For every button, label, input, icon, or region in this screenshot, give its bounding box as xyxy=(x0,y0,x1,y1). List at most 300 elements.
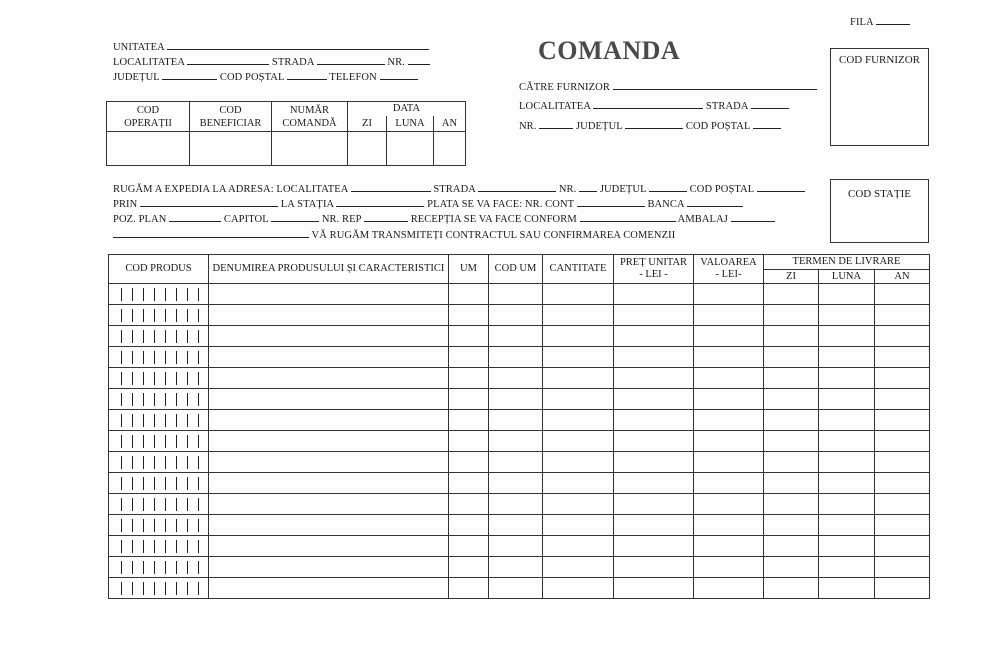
expedia-localitatea-line[interactable] xyxy=(351,182,431,192)
digit-tick xyxy=(187,582,188,595)
termen-an-cell[interactable] xyxy=(875,452,930,473)
denumirea-cell[interactable] xyxy=(209,452,449,473)
um-cell[interactable] xyxy=(449,284,489,305)
nr-input-line[interactable] xyxy=(408,55,430,65)
valoarea-header xyxy=(694,255,764,284)
cod-produs-cell[interactable] xyxy=(109,305,209,326)
termen-zi-cell[interactable] xyxy=(764,494,819,515)
prin-line[interactable] xyxy=(140,197,278,207)
termen-luna-cell[interactable] xyxy=(819,284,875,305)
digit-tick xyxy=(154,372,155,385)
cod-um-cell[interactable] xyxy=(489,536,543,557)
um-header: UM xyxy=(449,255,489,284)
cod-um-cell[interactable] xyxy=(489,305,543,326)
termen-an-cell[interactable] xyxy=(875,410,930,431)
digit-tick xyxy=(143,351,144,364)
table-row xyxy=(109,557,930,578)
valoarea-cell[interactable] xyxy=(694,326,764,347)
denumirea-cell[interactable] xyxy=(209,473,449,494)
digit-tick xyxy=(143,372,144,385)
cod-um-cell[interactable] xyxy=(489,494,543,515)
unitatea-input-line[interactable] xyxy=(167,40,429,50)
digit-tick xyxy=(165,330,166,343)
table-row xyxy=(109,578,930,599)
catre-furnizor-input-line[interactable] xyxy=(613,80,817,90)
valoarea-cell[interactable] xyxy=(694,431,764,452)
denumirea-cell[interactable] xyxy=(209,410,449,431)
pret-unitar-cell[interactable] xyxy=(614,347,694,368)
expedia-cod-postal-line[interactable] xyxy=(757,182,805,192)
termen-luna-header: LUNA xyxy=(819,270,875,284)
termen-luna-cell[interactable] xyxy=(819,326,875,347)
digit-tick xyxy=(198,393,199,406)
digit-tick xyxy=(154,309,155,322)
cod-produs-cell[interactable] xyxy=(109,431,209,452)
denumirea-cell[interactable] xyxy=(209,305,449,326)
denumirea-cell[interactable] xyxy=(209,515,449,536)
termen-zi-cell[interactable] xyxy=(764,284,819,305)
la-statia-label: LA STAȚIA xyxy=(280,199,334,210)
termen-an-cell[interactable] xyxy=(875,368,930,389)
valoarea-cell[interactable] xyxy=(694,557,764,578)
pret-unitar-cell[interactable] xyxy=(614,305,694,326)
termen-zi-cell[interactable] xyxy=(764,410,819,431)
um-cell[interactable] xyxy=(449,431,489,452)
cod-produs-cell[interactable] xyxy=(109,536,209,557)
um-cell[interactable] xyxy=(449,368,489,389)
cod-operatii-cell[interactable] xyxy=(107,132,190,166)
valoarea-cell[interactable] xyxy=(694,410,764,431)
data-an-cell[interactable] xyxy=(434,132,466,166)
termen-zi-cell[interactable] xyxy=(764,557,819,578)
localitatea-input-line[interactable] xyxy=(187,55,269,65)
digit-tick xyxy=(176,435,177,448)
termen-an-cell[interactable] xyxy=(875,347,930,368)
numar-comanda-header xyxy=(272,102,348,132)
termen-an-cell[interactable] xyxy=(875,284,930,305)
termen-luna-cell[interactable] xyxy=(819,536,875,557)
receptia-label: RECEPȚIA SE VA FACE CONFORM xyxy=(410,214,577,225)
transmiteti-row xyxy=(113,228,675,241)
termen-livrare-header: TERMEN DE LIVRARE xyxy=(764,255,930,270)
cod-um-cell[interactable] xyxy=(489,410,543,431)
expedia-cod-postal-label: COD POȘTAL xyxy=(689,184,754,195)
cantitate-cell[interactable] xyxy=(543,557,614,578)
cod-produs-cell[interactable] xyxy=(109,284,209,305)
valoarea-cell[interactable] xyxy=(694,347,764,368)
pret-unitar-cell[interactable] xyxy=(614,389,694,410)
digit-tick xyxy=(132,330,133,343)
pret-unitar-cell[interactable] xyxy=(614,326,694,347)
termen-zi-cell[interactable] xyxy=(764,305,819,326)
cod-um-cell[interactable] xyxy=(489,368,543,389)
pret-unitar-cell[interactable] xyxy=(614,410,694,431)
digit-tick xyxy=(176,498,177,511)
um-cell[interactable] xyxy=(449,389,489,410)
cantitate-cell[interactable] xyxy=(543,389,614,410)
digit-tick xyxy=(176,540,177,553)
digit-tick xyxy=(198,309,199,322)
digit-tick xyxy=(143,288,144,301)
prin-label: PRIN xyxy=(113,199,138,210)
um-cell[interactable] xyxy=(449,410,489,431)
expedia-nr-line[interactable] xyxy=(579,182,597,192)
digit-tick xyxy=(143,309,144,322)
digit-separators xyxy=(109,392,208,407)
digit-tick xyxy=(176,477,177,490)
digit-tick xyxy=(154,540,155,553)
expedia-label: RUGĂM A EXPEDIA LA ADRESA: LOCALITATEA xyxy=(113,184,348,195)
termen-luna-cell[interactable] xyxy=(819,305,875,326)
termen-luna-cell[interactable] xyxy=(819,389,875,410)
valoarea-cell[interactable] xyxy=(694,389,764,410)
termen-zi-cell[interactable] xyxy=(764,326,819,347)
termen-luna-cell[interactable] xyxy=(819,452,875,473)
digit-separators xyxy=(109,287,208,302)
digit-tick xyxy=(154,519,155,532)
cod-um-cell[interactable] xyxy=(489,347,543,368)
denumirea-cell[interactable] xyxy=(209,494,449,515)
banca-label: BANCA xyxy=(647,199,685,210)
digit-tick xyxy=(187,498,188,511)
capitol-line[interactable] xyxy=(271,212,319,222)
termen-zi-cell[interactable] xyxy=(764,473,819,494)
digit-tick xyxy=(143,414,144,427)
digit-tick xyxy=(198,498,199,511)
pret-unitar-cell[interactable] xyxy=(614,515,694,536)
digit-tick xyxy=(165,393,166,406)
nr-label: NR. xyxy=(387,57,405,68)
digit-separators xyxy=(109,476,208,491)
digit-tick xyxy=(165,498,166,511)
termen-an-cell[interactable] xyxy=(875,557,930,578)
um-cell[interactable] xyxy=(449,515,489,536)
supplier-judetul-label: JUDEȚUL xyxy=(575,121,623,132)
expedia-judetul-line[interactable] xyxy=(649,182,687,192)
termen-an-cell[interactable] xyxy=(875,536,930,557)
digit-tick xyxy=(121,561,122,574)
cantitate-cell[interactable] xyxy=(543,431,614,452)
digit-tick xyxy=(154,435,155,448)
cod-um-cell[interactable] xyxy=(489,452,543,473)
digit-tick xyxy=(132,351,133,364)
cod-produs-cell[interactable] xyxy=(109,368,209,389)
digit-tick xyxy=(187,456,188,469)
termen-an-cell[interactable] xyxy=(875,326,930,347)
pret-unitar-cell[interactable] xyxy=(614,431,694,452)
valoarea-cell[interactable] xyxy=(694,515,764,536)
digit-tick xyxy=(176,393,177,406)
termen-zi-cell[interactable] xyxy=(764,578,819,599)
plata-label: PLATA SE VA FACE: NR. CONT xyxy=(427,199,574,210)
digit-separators xyxy=(109,539,208,554)
cantitate-cell[interactable] xyxy=(543,578,614,599)
um-cell[interactable] xyxy=(449,494,489,515)
um-cell[interactable] xyxy=(449,326,489,347)
digit-tick xyxy=(121,288,122,301)
um-cell[interactable] xyxy=(449,452,489,473)
transmiteti-line[interactable] xyxy=(113,228,309,238)
cod-postal-input-line[interactable] xyxy=(287,70,327,80)
cod-um-cell[interactable] xyxy=(489,557,543,578)
fila-input-line[interactable] xyxy=(876,15,910,25)
termen-an-cell[interactable] xyxy=(875,515,930,536)
supplier-judetul-input-line[interactable] xyxy=(625,119,683,129)
digit-tick xyxy=(132,393,133,406)
digit-tick xyxy=(154,456,155,469)
termen-luna-cell[interactable] xyxy=(819,557,875,578)
digit-tick xyxy=(187,351,188,364)
cod-statie-box[interactable] xyxy=(830,179,929,243)
um-cell[interactable] xyxy=(449,578,489,599)
termen-luna-cell[interactable] xyxy=(819,578,875,599)
termen-zi-cell[interactable] xyxy=(764,452,819,473)
cod-um-cell[interactable] xyxy=(489,326,543,347)
cod-produs-cell[interactable] xyxy=(109,557,209,578)
digit-tick xyxy=(176,288,177,301)
cantitate-cell[interactable] xyxy=(543,347,614,368)
um-cell[interactable] xyxy=(449,557,489,578)
transmiteti-label: VĂ RUGĂM TRANSMITEȚI CONTRACTUL SAU CONFIRMAREA COMENZII xyxy=(311,230,676,241)
digit-tick xyxy=(143,540,144,553)
cod-furnizor-box[interactable] xyxy=(830,48,929,146)
termen-zi-cell[interactable] xyxy=(764,389,819,410)
termen-zi-cell[interactable] xyxy=(764,515,819,536)
digit-tick xyxy=(165,435,166,448)
valoarea-cell[interactable] xyxy=(694,305,764,326)
supplier-localitatea-row xyxy=(519,99,789,112)
data-luna-cell[interactable] xyxy=(387,132,434,166)
digit-tick xyxy=(121,435,122,448)
supplier-localitatea-input-line[interactable] xyxy=(593,99,703,109)
um-cell[interactable] xyxy=(449,536,489,557)
termen-luna-cell[interactable] xyxy=(819,515,875,536)
digit-tick xyxy=(121,477,122,490)
cantitate-cell[interactable] xyxy=(543,410,614,431)
cod-produs-cell[interactable] xyxy=(109,389,209,410)
digit-separators xyxy=(109,371,208,386)
ambalaj-line[interactable] xyxy=(731,212,775,222)
termen-zi-cell[interactable] xyxy=(764,431,819,452)
digit-tick xyxy=(198,561,199,574)
um-cell[interactable] xyxy=(449,305,489,326)
pret-unitar-cell[interactable] xyxy=(614,368,694,389)
pret-unitar-cell[interactable] xyxy=(614,494,694,515)
digit-tick xyxy=(121,582,122,595)
pret-unitar-cell[interactable] xyxy=(614,452,694,473)
denumirea-cell[interactable] xyxy=(209,347,449,368)
termen-luna-cell[interactable] xyxy=(819,494,875,515)
cod-produs-cell[interactable] xyxy=(109,515,209,536)
valoarea-cell[interactable] xyxy=(694,578,764,599)
termen-luna-cell[interactable] xyxy=(819,473,875,494)
cantitate-cell[interactable] xyxy=(543,494,614,515)
supplier-nr-row xyxy=(519,119,781,132)
digit-tick xyxy=(132,498,133,511)
termen-luna-cell[interactable] xyxy=(819,431,875,452)
cod-um-cell[interactable] xyxy=(489,473,543,494)
digit-tick xyxy=(132,561,133,574)
cod-produs-cell[interactable] xyxy=(109,452,209,473)
numar-comanda-line1: NUMĂR xyxy=(289,104,330,116)
cantitate-cell[interactable] xyxy=(543,284,614,305)
supplier-nr-input-line[interactable] xyxy=(539,119,573,129)
table-row xyxy=(109,347,930,368)
strada-input-line[interactable] xyxy=(317,55,385,65)
digit-tick xyxy=(198,372,199,385)
digit-tick xyxy=(154,414,155,427)
expedia-strada-label: STRADA xyxy=(433,184,476,195)
cantitate-cell[interactable] xyxy=(543,326,614,347)
cod-um-cell[interactable] xyxy=(489,515,543,536)
digit-tick xyxy=(132,477,133,490)
digit-tick xyxy=(198,582,199,595)
digit-tick xyxy=(143,477,144,490)
pret-unitar-header xyxy=(614,255,694,284)
termen-an-cell[interactable] xyxy=(875,389,930,410)
digit-tick xyxy=(187,330,188,343)
data-zi-cell[interactable] xyxy=(348,132,387,166)
digit-tick xyxy=(132,582,133,595)
termen-an-cell[interactable] xyxy=(875,494,930,515)
um-cell[interactable] xyxy=(449,473,489,494)
termen-an-header: AN xyxy=(875,270,930,284)
nr-rep-line[interactable] xyxy=(364,212,408,222)
digit-tick xyxy=(121,372,122,385)
termen-luna-cell[interactable] xyxy=(819,347,875,368)
expedia-row xyxy=(113,182,805,195)
digit-tick xyxy=(187,435,188,448)
cod-produs-cell[interactable] xyxy=(109,494,209,515)
cod-produs-cell[interactable] xyxy=(109,578,209,599)
digit-separators xyxy=(109,455,208,470)
cantitate-cell[interactable] xyxy=(543,515,614,536)
denumirea-cell[interactable] xyxy=(209,368,449,389)
cod-produs-cell[interactable] xyxy=(109,326,209,347)
cantitate-cell[interactable] xyxy=(543,536,614,557)
termen-zi-cell[interactable] xyxy=(764,536,819,557)
pret-unitar-cell[interactable] xyxy=(614,284,694,305)
cantitate-cell[interactable] xyxy=(543,305,614,326)
digit-tick xyxy=(143,561,144,574)
termen-an-cell[interactable] xyxy=(875,473,930,494)
denumirea-cell[interactable] xyxy=(209,389,449,410)
valoarea-cell[interactable] xyxy=(694,536,764,557)
digit-tick xyxy=(165,309,166,322)
expedia-strada-line[interactable] xyxy=(478,182,556,192)
pret-unitar-cell[interactable] xyxy=(614,557,694,578)
cod-um-cell[interactable] xyxy=(489,389,543,410)
denumirea-cell[interactable] xyxy=(209,326,449,347)
termen-zi-cell[interactable] xyxy=(764,347,819,368)
cod-postal-label: COD POȘTAL xyxy=(219,72,285,83)
denumirea-cell[interactable] xyxy=(209,536,449,557)
banca-line[interactable] xyxy=(687,197,743,207)
digit-tick xyxy=(121,309,122,322)
cod-operatii-line2: OPERAȚII xyxy=(124,117,172,129)
termen-an-cell[interactable] xyxy=(875,305,930,326)
termen-zi-cell[interactable] xyxy=(764,368,819,389)
fila-field xyxy=(850,15,910,28)
data-header: DATA xyxy=(348,102,466,116)
supplier-cod-postal-input-line[interactable] xyxy=(753,119,781,129)
valoarea-lei-label: - LEI- xyxy=(715,269,742,280)
digit-tick xyxy=(143,582,144,595)
cod-um-cell[interactable] xyxy=(489,284,543,305)
la-statia-line[interactable] xyxy=(336,197,424,207)
denumirea-cell[interactable] xyxy=(209,557,449,578)
digit-tick xyxy=(121,456,122,469)
digit-tick xyxy=(187,477,188,490)
valoarea-cell[interactable] xyxy=(694,368,764,389)
digit-tick xyxy=(187,309,188,322)
valoarea-cell[interactable] xyxy=(694,284,764,305)
cod-beneficiar-line2: BENEFICIAR xyxy=(199,117,262,129)
digit-tick xyxy=(198,414,199,427)
termen-an-cell[interactable] xyxy=(875,431,930,452)
um-cell[interactable] xyxy=(449,347,489,368)
cantitate-cell[interactable] xyxy=(543,452,614,473)
digit-tick xyxy=(154,288,155,301)
plata-cont-line[interactable] xyxy=(577,197,645,207)
digit-tick xyxy=(132,456,133,469)
pret-unitar-cell[interactable] xyxy=(614,473,694,494)
cantitate-cell[interactable] xyxy=(543,473,614,494)
digit-separators xyxy=(109,413,208,428)
fila-label: FILA xyxy=(850,17,874,28)
termen-luna-cell[interactable] xyxy=(819,410,875,431)
capitol-label: CAPITOL xyxy=(223,214,269,225)
judetul-input-line[interactable] xyxy=(162,70,217,80)
cod-um-cell[interactable] xyxy=(489,578,543,599)
cod-um-cell[interactable] xyxy=(489,431,543,452)
cantitate-cell[interactable] xyxy=(543,368,614,389)
digit-tick xyxy=(121,393,122,406)
cod-produs-cell[interactable] xyxy=(109,473,209,494)
digit-tick xyxy=(198,540,199,553)
digit-tick xyxy=(187,393,188,406)
denumirea-cell[interactable] xyxy=(209,431,449,452)
telefon-input-line[interactable] xyxy=(380,70,418,80)
numar-comanda-cell[interactable] xyxy=(272,132,348,166)
strada-label: STRADA xyxy=(271,57,314,68)
digit-tick xyxy=(176,414,177,427)
cod-beneficiar-header xyxy=(190,102,272,132)
valoarea-cell[interactable] xyxy=(694,473,764,494)
receptia-line[interactable] xyxy=(580,212,676,222)
cod-produs-cell[interactable] xyxy=(109,347,209,368)
termen-luna-cell[interactable] xyxy=(819,368,875,389)
digit-tick xyxy=(187,519,188,532)
pret-unitar-cell[interactable] xyxy=(614,536,694,557)
judetul-label: JUDEȚUL xyxy=(113,72,160,83)
termen-an-cell[interactable] xyxy=(875,578,930,599)
digit-tick xyxy=(198,477,199,490)
supplier-strada-input-line[interactable] xyxy=(751,99,789,109)
valoarea-cell[interactable] xyxy=(694,494,764,515)
cod-produs-cell[interactable] xyxy=(109,410,209,431)
digit-tick xyxy=(198,330,199,343)
denumirea-cell[interactable] xyxy=(209,578,449,599)
poz-plan-line[interactable] xyxy=(169,212,221,222)
pret-unitar-cell[interactable] xyxy=(614,578,694,599)
denumirea-cell[interactable] xyxy=(209,284,449,305)
cod-beneficiar-cell[interactable] xyxy=(190,132,272,166)
table-row xyxy=(109,389,930,410)
digit-tick xyxy=(176,456,177,469)
digit-tick xyxy=(143,435,144,448)
valoarea-cell[interactable] xyxy=(694,452,764,473)
